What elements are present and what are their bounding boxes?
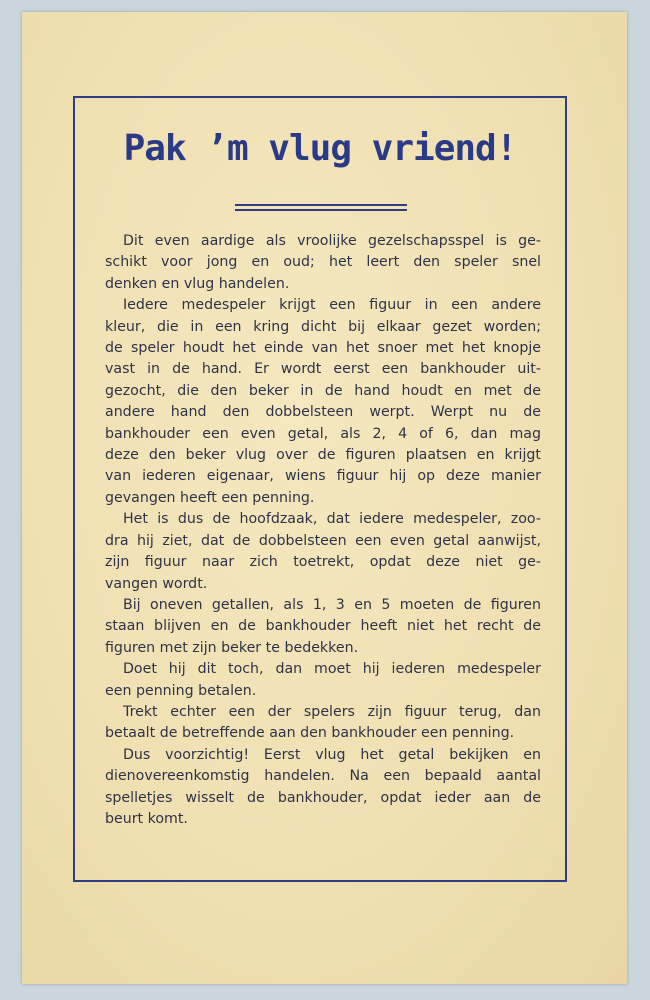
title-underline-bottom xyxy=(235,209,407,211)
text-line: gezocht, die den beker in de hand houdt en met de xyxy=(105,382,541,399)
paragraph xyxy=(105,595,541,659)
text-line: van iederen eigenaar, wiens figuur hij op deze manier xyxy=(105,468,541,485)
text-line: deze den beker vlug over de figuren plaatsen en krijgt xyxy=(105,447,541,464)
text-line: denken en vlug handelen. xyxy=(105,275,290,292)
text-line: Dit even aardige als vroolijke gezelschapsspel is ge- xyxy=(123,233,541,249)
text-line: schikt voor jong en oud; het leert den speler snel xyxy=(105,254,541,271)
paragraph xyxy=(105,702,541,745)
text-line: staan blijven en de bankhouder heeft niet het recht de xyxy=(105,618,541,635)
text-line: bankhouder een even getal, als 2, 4 of 6, dan mag xyxy=(105,425,541,442)
text-line: Doet hij dit toch, dan moet hij iederen medespeler xyxy=(123,661,541,678)
text-line: spelletjes wisselt de bankhouder, opdat ieder aan de xyxy=(105,789,541,806)
text-line: figuren met zijn beker te bedekken. xyxy=(105,639,359,656)
text-line: Het is dus de hoofdzaak, dat iedere medespeler, zoo- xyxy=(123,511,541,528)
title-underline-top xyxy=(235,204,407,206)
text-line: kleur, die in een kring dicht bij elkaar gezet worden; xyxy=(105,318,541,335)
text-line: zijn figuur naar zich toetrekt, opdat deze niet ge- xyxy=(105,554,541,571)
document-title: Pak ’m vlug vriend! xyxy=(123,128,517,169)
paragraph xyxy=(105,659,541,702)
document-body xyxy=(105,231,541,830)
printed-border-frame xyxy=(73,96,567,882)
paper-sheet xyxy=(22,12,627,984)
paragraph xyxy=(105,509,541,595)
text-line: dra hij ziet, dat de dobbelsteen een even getal aanwijst, xyxy=(105,532,541,549)
paragraph xyxy=(105,231,541,295)
text-line: Iedere medespeler krijgt een figuur in een andere xyxy=(123,297,541,314)
text-line: beurt komt. xyxy=(105,810,188,827)
text-line: een penning betalen. xyxy=(105,682,257,699)
paragraph xyxy=(105,295,541,509)
text-line: Trekt echter een der spelers zijn figuur terug, dan xyxy=(123,703,541,720)
paragraph xyxy=(105,745,541,831)
text-line: vangen wordt. xyxy=(105,575,208,592)
text-line: betaalt de betreffende aan den bankhouder een penning. xyxy=(105,725,515,742)
text-line: andere hand den dobbelsteen werpt. Werpt nu de xyxy=(105,404,541,421)
text-line: de speler houdt het einde van het snoer met het knopje xyxy=(105,340,541,357)
text-line: dienovereenkomstig handelen. Na een bepaald aantal xyxy=(105,768,541,785)
text-line: vast in de hand. Er wordt eerst een bankhouder uit- xyxy=(105,361,541,378)
text-line: gevangen heeft een penning. xyxy=(105,489,315,506)
text-line: Dus voorzichtig! Eerst vlug het getal bekijken en xyxy=(123,746,541,763)
text-line: Bij oneven getallen, als 1, 3 en 5 moeten de figuren xyxy=(123,596,541,613)
